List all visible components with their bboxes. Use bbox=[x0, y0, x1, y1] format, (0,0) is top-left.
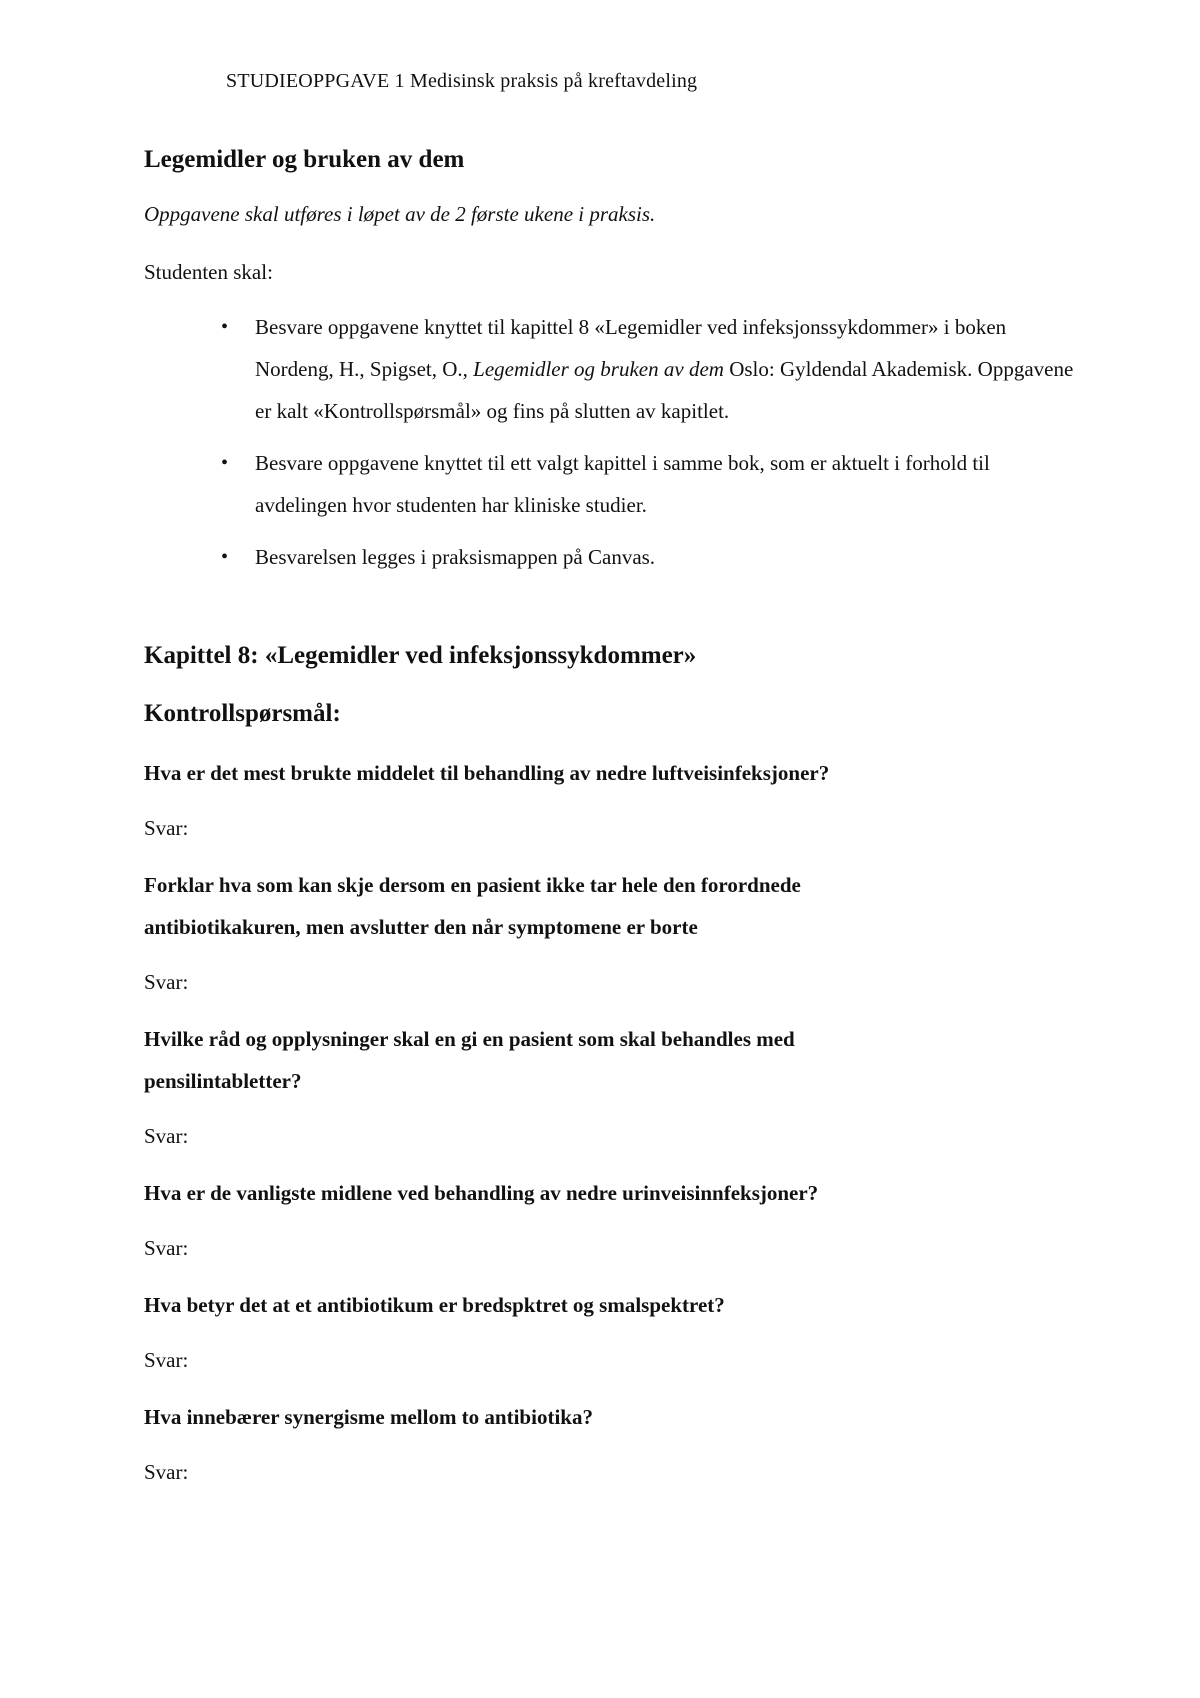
bullet-icon: • bbox=[221, 452, 229, 474]
question: Hva betyr det at et antibiotikum er bredspktret og smalspektret? bbox=[144, 1293, 725, 1317]
task-text-continued: Oslo: Gyldendal Akademisk. Oppgavene er kalt «Kontrollspørsmål» og fins på slutten av kapitlet. bbox=[255, 357, 1074, 423]
answer-label: Svar: bbox=[144, 1460, 189, 1484]
answer-label: Svar: bbox=[144, 816, 189, 840]
task-item bbox=[221, 306, 1084, 432]
task-list bbox=[144, 306, 1084, 578]
task-item bbox=[221, 536, 1084, 578]
page-header: STUDIEOPPGAVE 1 Medisinsk praksis på kreftavdeling bbox=[226, 70, 698, 92]
task-text: Besvare oppgavene knyttet til ett valgt kapittel i samme bok, som er aktuelt i forhold til avdelingen hvor studenten har kliniske studier. bbox=[255, 451, 990, 517]
bullet-icon: • bbox=[221, 316, 229, 338]
question: Hva er de vanligste midlene ved behandling av nedre urinveisinnfeksjoner? bbox=[144, 1181, 819, 1205]
bullet-icon: • bbox=[221, 546, 229, 568]
question: Forklar hva som kan skje dersom en pasient ikke tar hele den forordnede antibiotikakuren, men avslutter den når symptomene er borte bbox=[144, 873, 801, 939]
lead-text: Studenten skal: bbox=[144, 260, 273, 284]
task-item bbox=[221, 442, 1084, 526]
answer-label: Svar: bbox=[144, 1124, 189, 1148]
question: Hvilke råd og opplysninger skal en gi en pasient som skal behandles med pensilintabletter? bbox=[144, 1027, 795, 1093]
chapter-title: Kapittel 8: «Legemidler ved infeksjonssykdommer» bbox=[144, 642, 697, 669]
task-text: Besvarelsen legges i praksismappen på Canvas. bbox=[255, 545, 656, 569]
question: Hva er det mest brukte middelet til behandling av nedre luftveisinfeksjoner? bbox=[144, 761, 830, 785]
question: Hva innebærer synergisme mellom to antibiotika? bbox=[144, 1405, 593, 1429]
task-text: Besvare oppgavene knyttet til kapittel 8 «Legemidler ved infeksjonssykdommer» i boken Nordeng, H., Spigset, O., bbox=[255, 315, 1007, 381]
answer-label: Svar: bbox=[144, 1348, 189, 1372]
section-title: Kontrollspørsmål: bbox=[144, 700, 341, 727]
intro-text: Oppgavene skal utføres i løpet av de 2 første ukene i praksis. bbox=[144, 202, 656, 226]
answer-label: Svar: bbox=[144, 1236, 189, 1260]
book-title: Legemidler og bruken av dem bbox=[473, 357, 724, 381]
answer-label: Svar: bbox=[144, 970, 189, 994]
question-list bbox=[144, 752, 1084, 1492]
document-body bbox=[144, 140, 1084, 1508]
document-title: Legemidler og bruken av dem bbox=[144, 146, 465, 173]
